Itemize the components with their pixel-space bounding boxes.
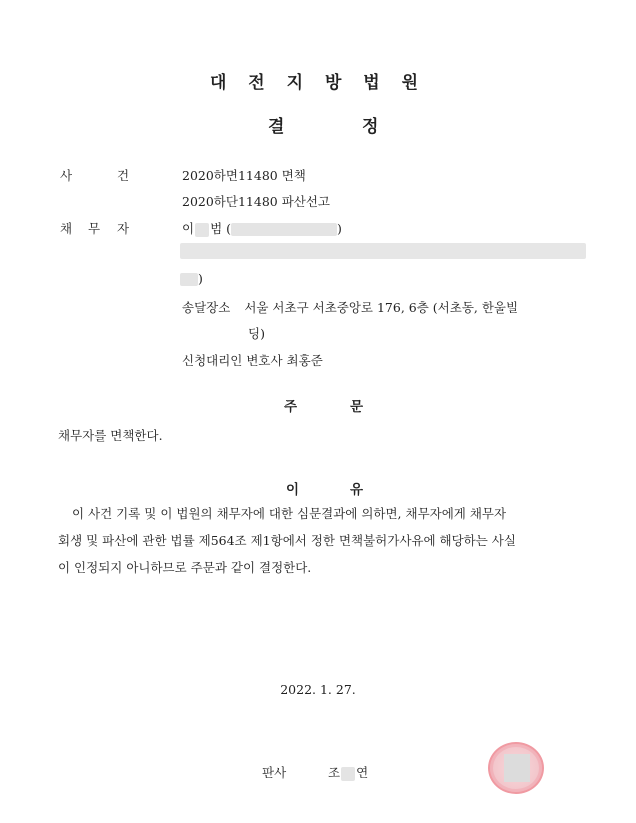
debtor-label: 채 무 자 xyxy=(60,221,130,236)
case-number-bankruptcy: 2020하단11480 파산선고 xyxy=(182,194,330,209)
judge-title: 판사 xyxy=(262,765,287,780)
redacted-address xyxy=(180,243,586,259)
decision-date: 2022. 1. 27. xyxy=(280,682,356,697)
court-name: 대 전 지 방 법 원 xyxy=(209,73,427,93)
redacted-id-number xyxy=(231,223,337,236)
redacted-address-end: ) xyxy=(180,271,203,286)
case-label: 사 건 xyxy=(60,168,130,183)
debtor-name: 이 범 ( ) xyxy=(182,221,342,236)
reason-line-1: 이 사건 기록 및 이 법원의 채무자에 대한 심문결과에 의하면, 채무자에게 채무자 xyxy=(72,506,507,521)
reason-line-3: 이 인정되지 아니하므로 주문과 같이 결정한다. xyxy=(58,560,312,575)
redacted-judge-name xyxy=(341,767,355,781)
judge-name: 조 연 xyxy=(328,765,369,780)
order-heading: 주 문 xyxy=(284,399,364,415)
document-type-char: 정 xyxy=(362,117,379,137)
case-number-exemption: 2020하면11480 면책 xyxy=(182,168,306,183)
reason-heading: 이 유 xyxy=(286,482,364,498)
reason-line-2: 회생 및 파산에 관한 법률 제564조 제1항에서 정한 면책불허가사유에 해당하는 사실 xyxy=(58,533,516,548)
redacted-address-tail xyxy=(180,273,198,286)
order-text: 채무자를 면책한다. xyxy=(58,428,163,443)
court-seal-stamp xyxy=(488,742,544,794)
applicant-agent: 신청대리인 변호사 최홍준 xyxy=(182,353,323,368)
document-type-char: 결 xyxy=(268,117,285,137)
redacted-name xyxy=(195,223,209,237)
delivery-address: 송달장소 서울 서초구 서초중앙로 176, 6층 (서초동, 한울빌 xyxy=(182,300,519,315)
delivery-address-cont: 딩) xyxy=(248,326,265,341)
redacted-seal xyxy=(504,754,530,782)
